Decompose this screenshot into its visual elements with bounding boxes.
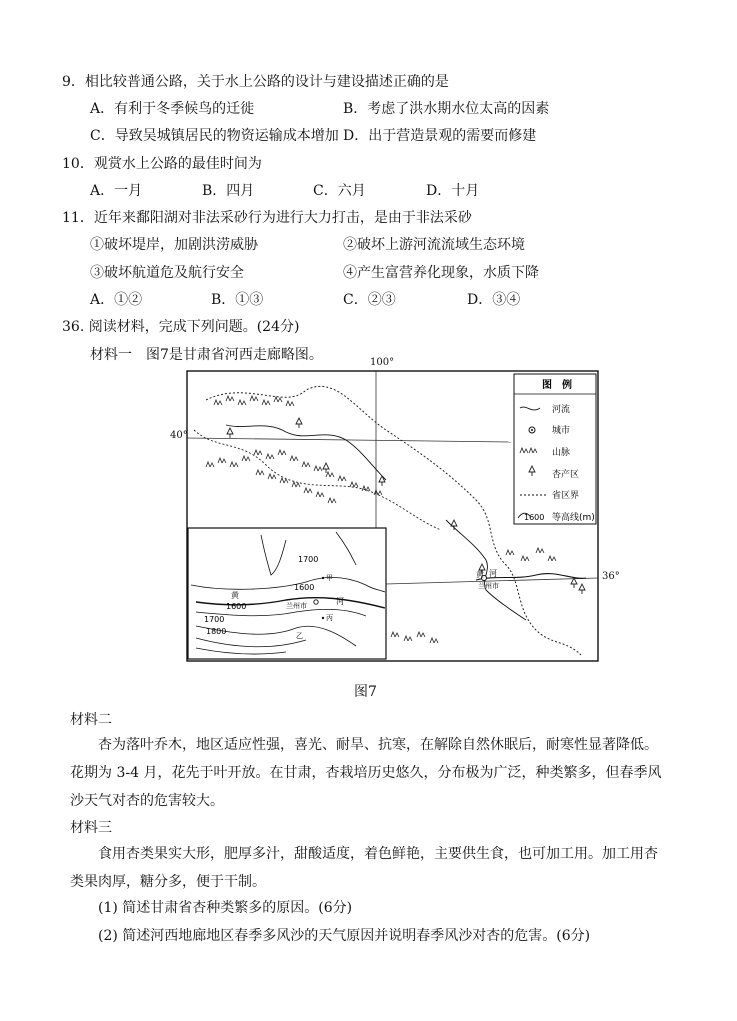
inset-lanzhou-label: 兰州市: [286, 602, 307, 610]
material1-title: 材料一 图7是甘肃省河西走廊略图。: [90, 347, 323, 363]
material3-title: 材料三: [70, 820, 112, 836]
legend-apricot-label: 杏产区: [552, 470, 580, 480]
q10-option-a: A．一月: [90, 183, 143, 199]
main-lanzhou-label: 兰州市: [478, 582, 499, 590]
sub-question-2: (2) 简述河西地廊地区春季多风沙的天气原因并说明春季风沙对杏的危害。(6分): [98, 928, 591, 944]
q11-item-1: ①破坏堤岸，加剧洪涝威胁: [90, 237, 258, 253]
q11-option-d: D．③④: [467, 292, 521, 308]
q9-option-b: B．考虑了洪水期水位太高的因素: [343, 101, 550, 117]
q11-option-b: B．①③: [211, 292, 264, 308]
legend-city-label: 城市: [552, 426, 571, 436]
main-huang-label: 黄: [476, 570, 484, 579]
inset-contour-1700-top: 1700: [298, 555, 319, 564]
legend: [514, 374, 596, 524]
main-he-label: 河: [489, 569, 497, 578]
material2-text: 杏为落叶乔木，地区适应性强，喜光、耐旱、抗寒，在解除自然休眠后，耐寒性显著降低。花期为 3-4 月，花先于叶开放。在甘肃，杏栽培历史悠久，分布极为广泛，种类繁多，但春季风沙天气对杏的危害较大。: [70, 737, 662, 809]
hexi-corridor-map: [186, 370, 599, 662]
q11-item-2: ②破坏上游河流流域生态环境: [343, 237, 525, 253]
inset-bing-label: 丙: [326, 614, 333, 622]
inset-yi-label: 乙: [296, 632, 303, 640]
inset-he-label: 河: [336, 597, 344, 606]
lon-100-label: 100°: [370, 357, 395, 368]
q10-option-d: D．十月: [426, 183, 480, 199]
q9-stem: 9．相比较普通公路，关于水上公路的设计与建设描述正确的是: [62, 74, 449, 90]
legend-river-label: 河流: [552, 405, 571, 415]
figure-caption: 图7: [354, 684, 377, 700]
q11-option-c: C．②③: [343, 292, 396, 308]
q9-option-a: A．有利于冬季候鸟的迁徙: [90, 101, 255, 117]
legend-mountain-label: 山脉: [552, 448, 571, 458]
legend-boundary-label: 省区界: [552, 491, 580, 501]
q11-item-4: ④产生富营养化现象，水质下降: [343, 265, 539, 281]
q11-stem: 11．近年来鄱阳湖对非法采砂行为进行大力打击，是由于非法采砂: [62, 210, 472, 226]
lat-36-label: 36°: [602, 571, 620, 582]
inset-contour-1700-left: 1700: [204, 615, 225, 624]
q10-stem: 10．观赏水上公路的最佳时间为: [62, 156, 262, 172]
legend-contour-label: 等高线(m): [552, 513, 595, 523]
q11-item-3: ③破坏航道危及航行安全: [90, 265, 244, 281]
inset-jia-label: 甲: [326, 574, 333, 582]
inset-contour-1600-mid: 1600: [294, 583, 315, 592]
q36-stem: 36. 阅读材料，完成下列问题。(24分): [62, 319, 300, 335]
material2-title: 材料二: [70, 712, 112, 728]
legend-contour-value: 1600: [524, 513, 545, 522]
q9-option-d: D．出于营造景观的需要而修建: [343, 128, 537, 144]
inset-contour-1800-left: 1800: [206, 627, 227, 636]
q9-option-c: C．导致吴城镇居民的物资运输成本增加: [90, 128, 339, 144]
inset-contour-1600-left: 1600: [226, 602, 247, 611]
q11-option-a: A．①②: [90, 292, 143, 308]
q10-option-c: C．六月: [313, 183, 366, 199]
lanzhou-inset-map: [188, 528, 386, 659]
lat-40-label: 40°: [170, 430, 188, 441]
inset-huang-label: 黄: [231, 591, 239, 600]
material3-text: 食用杏类果实大形，肥厚多汁，甜酸适度，着色鲜艳，主要供生食，也可加工用。加工用杏类果肉厚，糖分多，便于干制。: [70, 846, 658, 890]
sub-question-1: (1) 简述甘肃省杏种类繁多的原因。(6分): [98, 900, 353, 916]
q10-option-b: B．四月: [202, 183, 255, 199]
legend-title: 图 例: [542, 380, 572, 391]
